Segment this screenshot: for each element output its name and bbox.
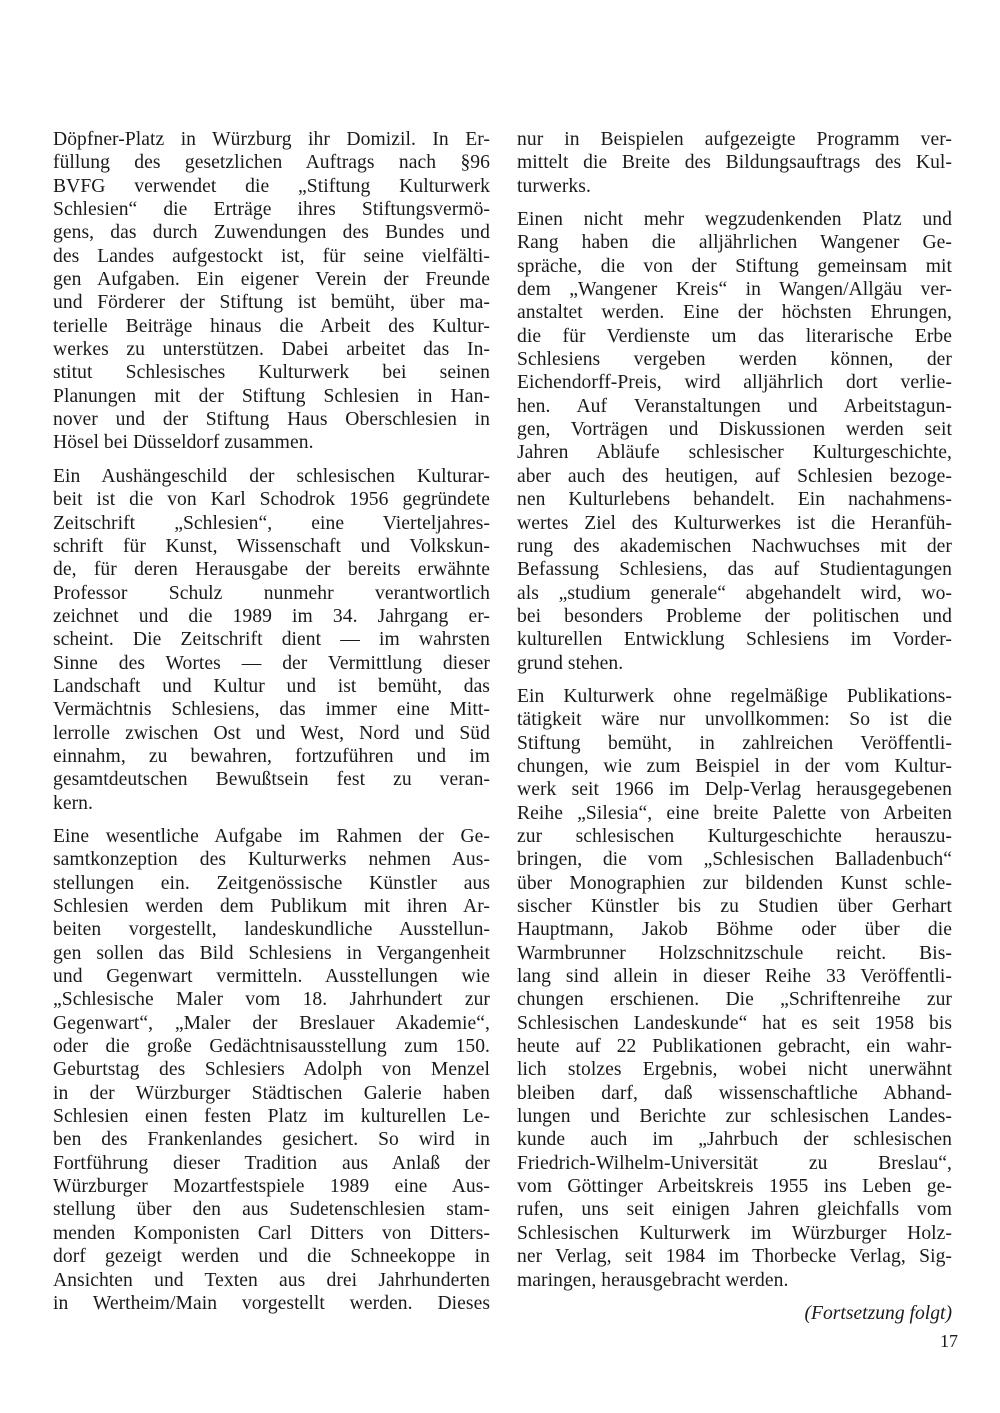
text-line: werk seit 1966 im Delp-Verlag herausgegebenen (517, 779, 952, 801)
text-line: Schlesischen Kulturwerk im Würzburger Holz- (517, 1222, 952, 1244)
text-line: die für Verdienste um das literarische Erbe (517, 325, 952, 347)
text-line: Befassung Schlesiens, das auf Studientagungen (517, 559, 952, 581)
text-line: chungen, wie zum Beispiel in der vom Kultur- (517, 755, 952, 777)
paragraph (53, 465, 490, 815)
text-line: rufen, uns seit einigen Jahren gleichfalls vom (517, 1199, 952, 1221)
paragraph (517, 685, 952, 1292)
text-line: lang sind allein in dieser Reihe 33 Veröffentli- (517, 966, 952, 988)
text-line: sischer Künstler bis zu Studien über Gerhart (517, 896, 952, 917)
text-line: Friedrich-Wilhelm-Universität zu Breslau“, (517, 1152, 952, 1174)
text-line: Einen nicht mehr wegzudenkenden Platz und (517, 209, 952, 231)
text-line: beit ist die von Karl Schodrok 1956 gegründete (53, 489, 490, 511)
text-line: Hauptmann, Jakob Böhme oder über die (517, 919, 952, 941)
text-line: beiten vorgestellt, landeskundliche Ausstellun- (53, 919, 490, 941)
text-line: „Schlesische Maler vom 18. Jahrhundert zur (53, 989, 490, 1011)
text-line: nen Kulturlebens behandelt. Ein nachahmens- (517, 489, 952, 511)
text-line: kern. (53, 792, 93, 814)
text-line: Döpfner-Platz in Würzburg ihr Domizil. In Er- (53, 129, 490, 150)
text-line: des Landes aufgestockt ist, für seine vielfälti- (53, 245, 490, 267)
text-line: Würzburger Mozartfestspiele 1989 eine Aus- (53, 1176, 490, 1198)
text-line: Schlesiens vergeben werden können, der (517, 349, 952, 371)
right-column (517, 128, 952, 1325)
text-line: anstaltet werden. Eine der höchsten Ehrungen, (517, 302, 952, 324)
text-line: nover und der Stiftung Haus Oberschlesien in (53, 409, 490, 431)
text-line: gens, das durch Zuwendungen des Bundes und (53, 222, 490, 244)
text-line: Sinne des Wortes — der Vermittlung dieser (53, 652, 490, 674)
continuation-note: (Fortsetzung folgt) (804, 1302, 952, 1324)
text-line: gesamtdeutschen Bewußtsein fest zu veran- (53, 769, 490, 791)
text-line: Zeitschrift „Schlesien“, eine Vierteljahres- (53, 512, 490, 534)
text-line: gen Aufgaben. Ein eigener Verein der Freunde (53, 269, 490, 291)
text-line: Hösel bei Düsseldorf zusammen. (53, 432, 314, 454)
text-line: zur schlesischen Kulturgeschichte herauszu- (517, 825, 952, 847)
right-column-paragraphs (517, 128, 952, 1292)
text-line: Landschaft und Kultur und ist bemüht, das (53, 675, 490, 697)
text-line: bringen, die vom „Schlesischen Balladenbuch“ (517, 849, 952, 871)
text-line: wertes Ziel des Kulturwerkes ist die Heranfüh- (517, 512, 952, 534)
text-line: stellung über den aus Sudetenschlesien stam- (53, 1199, 490, 1221)
text-line: tätigkeit wäre nur unvollkommen: So ist die (517, 709, 952, 731)
text-line: heute auf 22 Publikationen gebracht, ein wahr- (517, 1036, 952, 1058)
page-number: 17 (940, 1331, 958, 1351)
text-line: kunde auch im „Jahrbuch der schlesischen (517, 1129, 952, 1151)
text-line: menden Komponisten Carl Ditters von Ditters- (53, 1222, 490, 1244)
text-line: spräche, die von der Stiftung gemeinsam mit (517, 255, 952, 277)
text-line: kulturellen Entwicklung Schlesiens im Vorder- (517, 629, 952, 651)
text-line: Schlesien“ die Erträge ihres Stiftungsvermö- (53, 199, 490, 221)
text-line: Eichendorff-Preis, wird alljährlich dort verlie- (517, 372, 952, 394)
text-line: maringen, herausgebracht werden. (517, 1269, 789, 1291)
text-line: oder die große Gedächtnisausstellung zum 150. (53, 1036, 490, 1058)
text-line: Warmbrunner Holzschnitzschule reicht. Bis- (517, 942, 952, 964)
text-line: Professor Schulz nunmehr verantwortlich (53, 582, 490, 604)
text-line: werkes zu unterstützen. Dabei arbeitet das In- (53, 339, 490, 361)
text-line: Rang haben die alljährlichen Wangener Ge- (517, 232, 952, 254)
text-line: zeichnet und die 1989 im 34. Jahrgang er- (53, 605, 490, 627)
text-line: Jahren Abläufe schlesischer Kulturgeschichte, (517, 442, 952, 464)
text-line: Ein Aushängeschild der schlesischen Kulturar- (53, 465, 490, 487)
text-line: chungen erschienen. Die „Schriftenreihe zur (517, 989, 952, 1011)
text-line: aber auch des heutigen, auf Schlesien bezoge- (517, 465, 952, 487)
text-line: ben des Frankenlandes gesichert. So wird in (53, 1129, 490, 1151)
text-line: ner Verlag, seit 1984 im Thorbecke Verlag, Sig- (517, 1246, 952, 1268)
text-line: Geburtstag des Schlesiers Adolph von Menzel (53, 1059, 490, 1081)
text-line: lungen und Berichte zur schlesischen Landes- (517, 1106, 952, 1128)
text-line: nur in Beispielen aufgezeigte Programm ver- (517, 129, 952, 150)
text-line: lich stolzes Ergebnis, wobei nicht unerwähnt (517, 1059, 952, 1081)
text-line: turwerks. (517, 175, 591, 197)
text-line: hen. Auf Veranstaltungen und Arbeitstagun- (517, 395, 952, 417)
text-line: bleiben darf, daß wissenschaftliche Abhand- (517, 1082, 952, 1104)
text-line: schrift für Kunst, Wissenschaft und Volkskun- (53, 535, 490, 557)
text-line: lerrolle zwischen Ost und West, Nord und Süd (53, 722, 490, 744)
text-line: mittelt die Breite des Bildungsauftrags des Kul- (517, 152, 952, 174)
text-line: in der Würzburger Städtischen Galerie haben (53, 1082, 490, 1104)
text-line: terielle Beiträge hinaus die Arbeit des Kultur- (53, 315, 490, 337)
text-line: Schlesischen Landeskunde“ hat es seit 1958 bis (517, 1012, 952, 1034)
text-line: Ein Kulturwerk ohne regelmäßige Publikations- (517, 685, 952, 707)
text-line: in Wertheim/Main vorgestellt werden. Dieses (53, 1292, 490, 1314)
text-line: Planungen mit der Stiftung Schlesien in Han- (53, 385, 490, 407)
text-line: Fortführung dieser Tradition aus Anlaß der (53, 1152, 490, 1174)
text-line: samtkonzeption des Kulturwerks nehmen Aus- (53, 849, 490, 871)
text-line: füllung des gesetzlichen Auftrags nach §96 (53, 152, 490, 174)
text-line: de, für deren Herausgabe der bereits erwähnte (53, 559, 490, 581)
text-line: bei besonders Probleme der politischen und (517, 605, 952, 627)
text-line: dorf gezeigt werden und die Schneekoppe in (53, 1246, 490, 1268)
text-line: und Förderer der Stiftung ist bemüht, über ma- (53, 292, 490, 314)
paragraph (517, 208, 952, 675)
text-line: BVFG verwendet die „Stiftung Kulturwerk (53, 175, 490, 197)
text-line: rung des akademischen Nachwuchses mit der (517, 535, 952, 557)
text-line: gen sollen das Bild Schlesiens in Vergangenheit (53, 942, 490, 964)
text-line: stitut Schlesisches Kulturwerk bei seinen (53, 362, 490, 384)
text-line: stellungen ein. Zeitgenössische Künstler aus (53, 872, 490, 894)
text-line: einnahm, zu bewahren, fortzuführen und im (53, 745, 490, 767)
text-line: Eine wesentliche Aufgabe im Rahmen der Ge- (53, 825, 490, 847)
text-line: Vermächtnis Schlesiens, das immer eine Mitt- (53, 699, 490, 721)
text-line: Ansichten und Texten aus drei Jahrhunderten (53, 1269, 490, 1291)
paragraph (53, 128, 490, 455)
text-line: Schlesien werden dem Publikum mit ihren Ar- (53, 896, 490, 917)
text-line: Schlesien einen festen Platz im kulturellen Le- (53, 1106, 490, 1128)
text-line: scheint. Die Zeitschrift dient — im wahrsten (53, 629, 490, 651)
paragraph (517, 128, 952, 198)
left-column (53, 128, 490, 1325)
text-line: dem „Wangener Kreis“ in Wangen/Allgäu ver- (517, 279, 952, 301)
text-line: Stiftung bemüht, in zahlreichen Veröffentli- (517, 732, 952, 754)
text-line: grund stehen. (517, 652, 624, 674)
paragraph (53, 825, 490, 1315)
text-line: Gegenwart“, „Maler der Breslauer Akademie“, (53, 1012, 490, 1034)
text-line: und Gegenwart vermitteln. Ausstellungen wie (53, 966, 490, 988)
text-line: Reihe „Silesia“, eine breite Palette von Arbeiten (517, 802, 952, 824)
text-line: als „studium generale“ abgehandelt wird, wo- (517, 582, 952, 604)
text-line: vom Göttinger Arbeitskreis 1955 ins Leben ge- (517, 1176, 952, 1198)
text-line: über Monographien zur bildenden Kunst schle- (517, 872, 952, 894)
text-line: gen, Vorträgen und Diskussionen werden seit (517, 419, 952, 441)
